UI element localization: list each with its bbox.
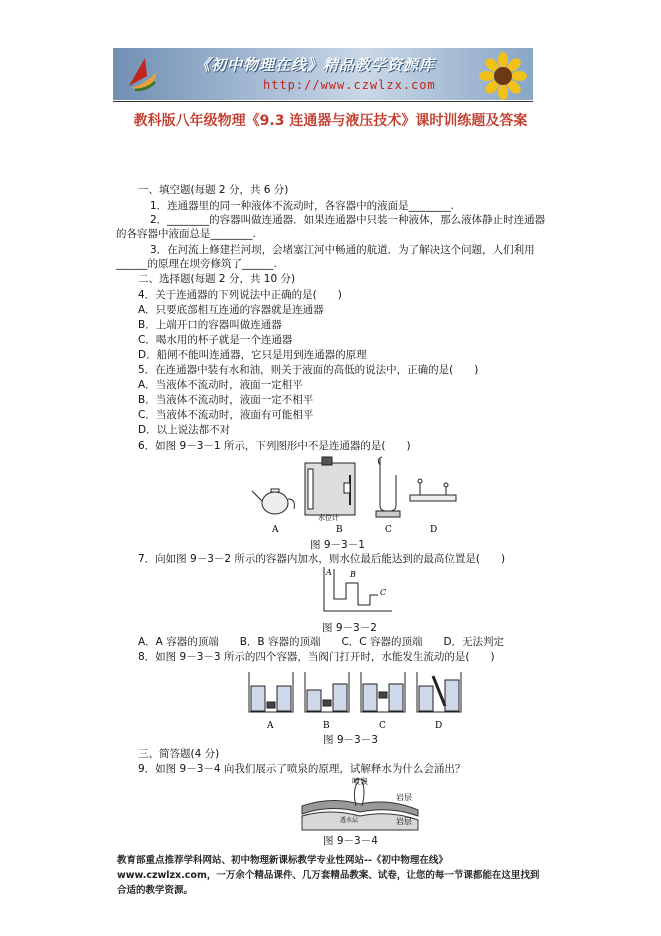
document-title: 教科版八年级物理《9.3 连通器与液压技术》课时训练题及答案 xyxy=(133,113,528,129)
question-line: 7．向如图 9－3－2 所示的容器内加水，则水位最后能达到的最高位置是( ) xyxy=(138,553,506,565)
question-line: 8．如图 9－3－3 所示的四个容器，当阀门打开时，水能发生流动的是( ) xyxy=(138,651,495,663)
question-line: 4．关于连通器的下列说法中正确的是( ) xyxy=(138,289,342,301)
figure-caption: 图 9－3－4 xyxy=(323,835,378,847)
section-heading: 一、填空题(每题 2 分，共 6 分) xyxy=(138,184,289,196)
fig2-label-a: A xyxy=(326,568,332,577)
figure-9-3-4 xyxy=(300,776,420,832)
figure-caption: 图 9－3－1 xyxy=(310,539,365,551)
banner-url: http://www.czwlzx.com xyxy=(263,78,436,92)
header-banner xyxy=(113,48,533,100)
fig1-label-c: C xyxy=(385,525,392,535)
fig1-label-b: B xyxy=(336,525,343,535)
question-line: 5．在连通器中装有水和油，则关于液面的高低的说法中，正确的是( ) xyxy=(138,364,479,376)
option-line: A．只要底部相互连通的容器就是连通器 xyxy=(138,304,324,316)
option-line: B．当液体不流动时，液面一定不相平 xyxy=(138,394,314,406)
figure-9-3-2 xyxy=(318,565,398,617)
question-line: ______的原理在坝旁修筑了______. xyxy=(116,258,277,270)
question-line: 6．如图 9－3－1 所示，下列图形中不是连通器的是( ) xyxy=(138,440,411,452)
fig3-label-a: A xyxy=(267,721,274,731)
fig3-label-d: D xyxy=(435,721,443,731)
question-line: 3．在河流上修建拦河坝，会堵塞江河中畅通的航道．为了解决这个问题，人们利用 xyxy=(150,244,535,256)
option-line: B．上端开口的容器叫做连通器 xyxy=(138,319,282,331)
option-line: A．A 容器的顶端 B．B 容器的顶端 C．C 容器的顶端 D．无法判定 xyxy=(138,636,505,648)
figure-9-3-1 xyxy=(250,455,460,535)
site-logo-icon xyxy=(123,54,163,94)
fig4-label-permeable: 透水层 xyxy=(340,817,359,824)
footer-note: 教育部重点推荐学科网站、初中物理新课标教学专业性网站--《初中物理在线》www.czwlzx.com，一万余个精品课件、几万套精品教案、试卷，让您的每一节课都能在这里找到合适的教学资源。 xyxy=(117,855,540,896)
teapot-drawing xyxy=(252,489,294,514)
sunflower-icon xyxy=(479,52,527,100)
figure-9-3-3 xyxy=(243,666,463,732)
fig2-label-c: C xyxy=(380,588,387,597)
question-line: 9．如图 9－3－4 向我们展示了喷泉的原理，试解释水为什么会涌出？ xyxy=(138,763,466,775)
option-line: D．以上说法都不对 xyxy=(138,424,231,436)
fig3-label-c: C xyxy=(379,721,386,731)
fig1-label-a: A xyxy=(272,525,279,535)
figure-caption: 图 9－3－2 xyxy=(322,622,377,634)
pipe-drawing xyxy=(410,479,456,501)
section-heading: 二、选择题(每题 2 分，共 10 分) xyxy=(138,273,296,285)
question-line: 1．连通器里的同一种液体不流动时，各容器中的液面是________. xyxy=(150,200,455,212)
boiler-drawing xyxy=(305,457,355,515)
fig4-label-rock-bottom: 岩层 xyxy=(396,817,412,826)
fig4-label-fountain: 喷泉 xyxy=(352,777,368,786)
section-heading: 三、简答题(4 分) xyxy=(138,748,220,760)
option-line: C．喝水用的杯子就是一个连通器 xyxy=(138,334,293,346)
header-divider xyxy=(113,101,533,102)
option-line: D．船闸不能叫连通器，它只是用到连通器的原理 xyxy=(138,349,367,361)
u-tube-drawing xyxy=(376,457,400,517)
figure-caption: 图 9－3－3 xyxy=(323,734,378,746)
option-line: A．当液体不流动时，液面一定相平 xyxy=(138,379,303,391)
fig1-label-d: D xyxy=(430,525,438,535)
gauge-label: 水位计 xyxy=(318,514,339,522)
option-line: C．当液体不流动时，液面有可能相平 xyxy=(138,409,314,421)
question-line: 2．________的容器叫做连通器．如果连通器中只装一种液体，那么液体静止时连通器 xyxy=(150,214,546,226)
banner-title: 《初中物理在线》精品教学资源库 xyxy=(195,56,436,74)
fig3-label-b: B xyxy=(323,721,330,731)
question-line: 的各容器中液面总是________. xyxy=(116,228,256,240)
fig2-label-b: B xyxy=(350,570,356,579)
fig4-label-rock-top: 岩层 xyxy=(396,793,412,802)
